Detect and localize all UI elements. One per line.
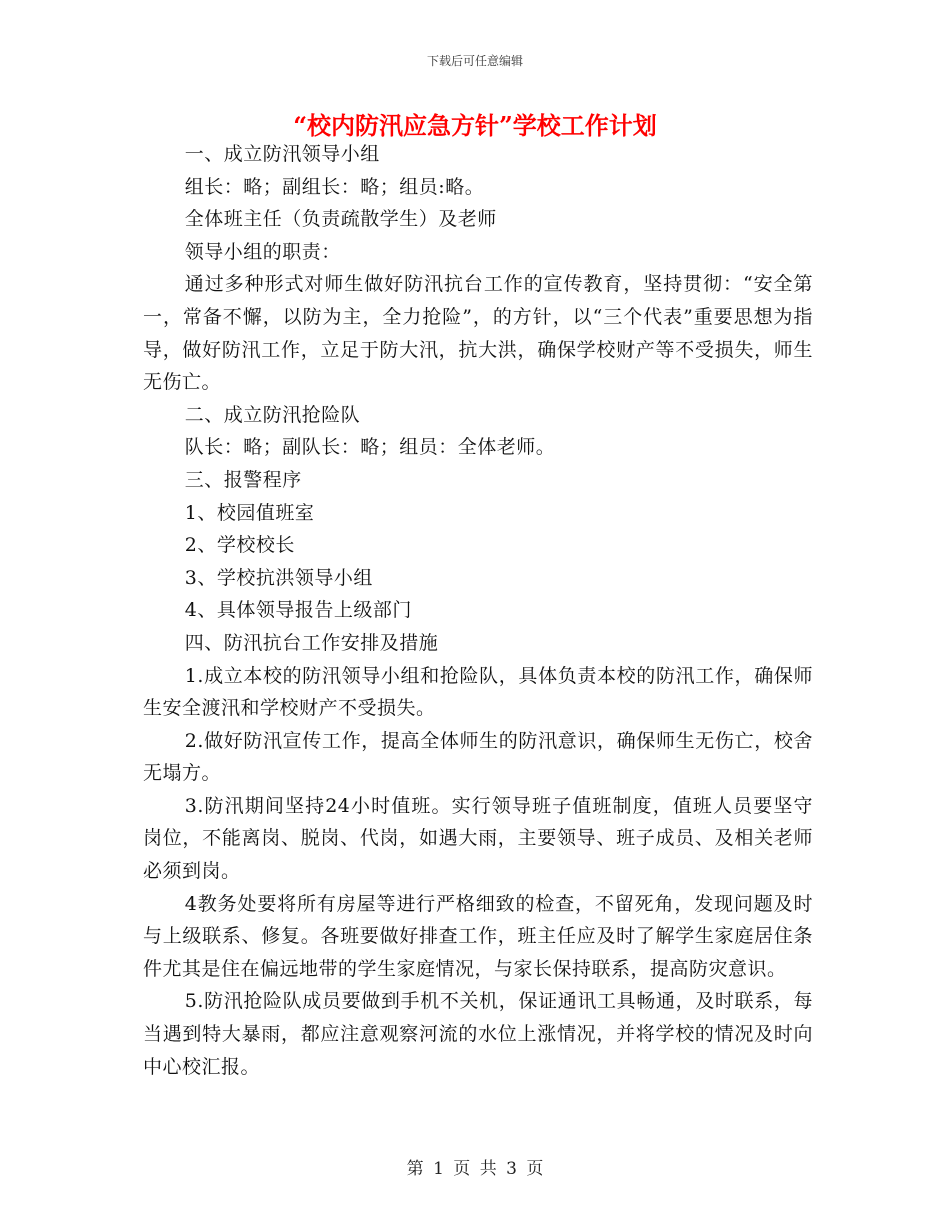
document-title: “校内防汛应急方针”学校工作计划 — [293, 111, 657, 140]
section-heading-3: 三、报警程序 — [184, 468, 302, 491]
section-heading-4: 四、防汛抗台工作安排及措施 — [184, 631, 439, 654]
page-header-note: 下载后可任意编辑 — [426, 54, 523, 68]
measure-item: 4教务处要将所有房屋等进行严格细致的检查，不留死角，发现问题及时与上级联系、修复。各班要做好排查工作，班主任应及时了解学生家庭居住条件尤其是住在偏远地带的学生家庭情况，与家长保持联系，提高防灾意识。 — [143, 892, 813, 980]
measure-item: 1.成立本校的防汛领导小组和抢险队，具体负责本校的防汛工作，确保师生安全渡汛和学校财产不受损失。 — [143, 664, 813, 720]
paragraph: 全体班主任（负责疏散学生）及老师 — [184, 208, 497, 231]
list-item: 4、具体领导报告上级部门 — [184, 599, 412, 622]
paragraph: 领导小组的职责： — [184, 240, 341, 263]
list-item: 1、校园值班室 — [184, 501, 315, 524]
section-heading-2: 二、成立防汛抢险队 — [184, 403, 361, 426]
paragraph: 通过多种形式对师生做好防汛抗台工作的宣传教育，坚持贯彻：“安全第一，常备不懈，以防为主，全力抢险”，的方针，以“三个代表”重要思想为指导，做好防汛工作，立足于防大汛，抗大洪，确保学校财产等不受损失，师生无伤亡。 — [143, 273, 813, 394]
paragraph: 队长：略；副队长：略；组员：全体老师。 — [184, 436, 556, 459]
measure-item: 2.做好防汛宣传工作，提高全体师生的防汛意识，确保师生无伤亡，校舍无塌方。 — [143, 729, 813, 785]
page-number: 第 1 页 共 3 页 — [406, 1159, 544, 1179]
document-body — [143, 138, 813, 1083]
list-item: 2、学校校长 — [184, 534, 295, 557]
measure-item: 3.防汛期间坚持24小时值班。实行领导班子值班制度，值班人员要坚守岗位，不能离岗、脱岗、代岗，如遇大雨，主要领导、班子成员、及相关老师必须到岗。 — [143, 794, 813, 883]
list-item: 3、学校抗洪领导小组 — [184, 566, 373, 589]
measure-item: 5.防汛抢险队成员要做到手机不关机，保证通讯工具畅通，及时联系，每当遇到特大暴雨，都应注意观察河流的水位上涨情况，并将学校的情况及时向中心校汇报。 — [143, 990, 813, 1078]
section-heading-1: 一、成立防汛领导小组 — [184, 143, 380, 165]
paragraph: 组长：略；副组长：略；组员:略。 — [184, 175, 485, 198]
